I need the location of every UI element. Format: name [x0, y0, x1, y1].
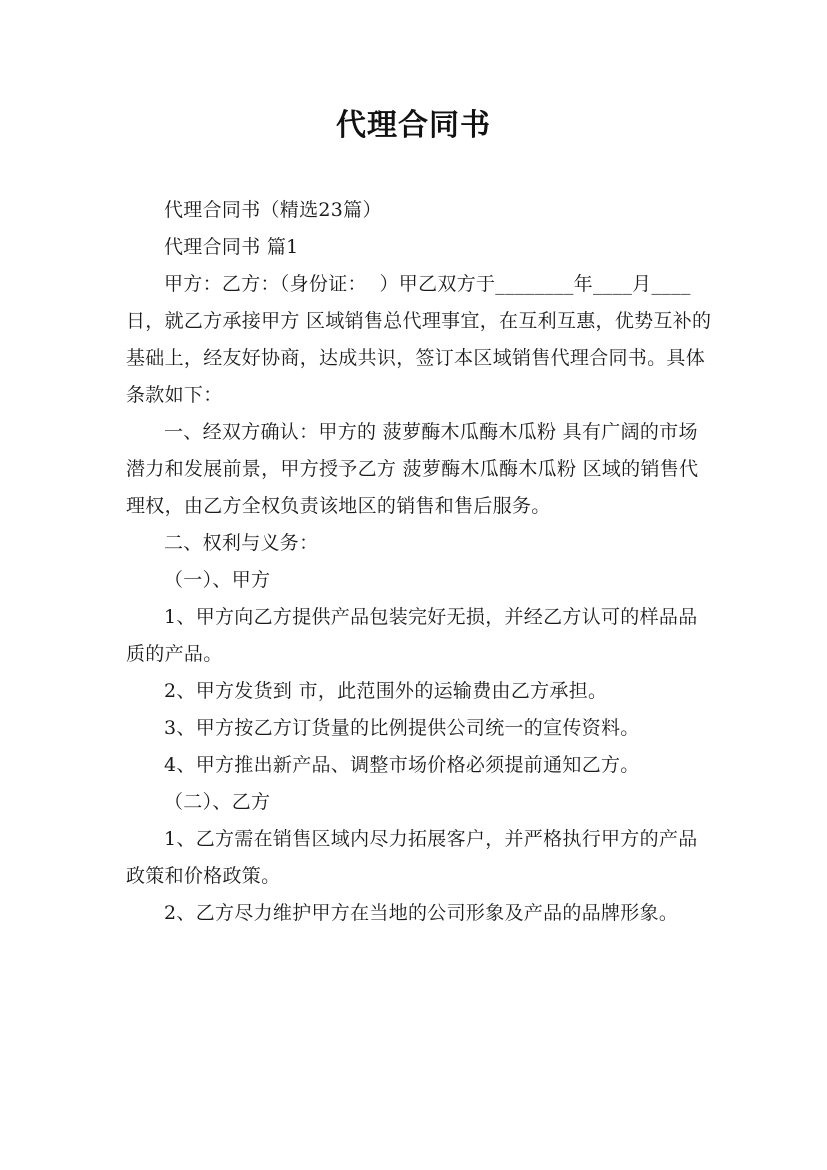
paragraph-clause-1: 一、经双方确认：甲方的 菠萝酶木瓜酶木瓜粉 具有广阔的市场潜力和发展前景，甲方授予乙方 菠萝酶木瓜酶木瓜粉 区域的销售代理权，由乙方全权负责该地区的销售和售后服务。 — [126, 421, 699, 517]
paragraph-chapter-heading: 代理合同书 篇1 — [164, 236, 299, 258]
paragraph-party-a-item-3: 3、甲方按乙方订货量的比例提供公司统一的宣传资料。 — [164, 717, 640, 739]
document-body — [126, 192, 716, 932]
paragraph-party-b-item-2: 2、乙方尽力维护甲方在当地的公司形象及产品的品牌形象。 — [164, 902, 679, 924]
paragraph-party-a-heading: （一）、甲方 — [164, 569, 271, 591]
paragraph-clause-2-heading: 二、权利与义务： — [164, 532, 319, 554]
paragraph-party-b-heading: （二）、乙方 — [164, 791, 271, 813]
paragraph-parties: 甲方：乙方：（身份证： ）甲乙双方于________年____月____日，就乙方承接甲方 区域销售总代理事宜，在互利互惠，优势互补的基础上，经友好协商，达成共识，签订本区域销售代理合同书。具体条款如下： — [126, 273, 712, 406]
paragraph-party-a-item-1: 1、甲方向乙方提供产品包装完好无损，并经乙方认可的样品品质的产品。 — [126, 606, 698, 665]
paragraph-party-a-item-4: 4、甲方推出新产品、调整市场价格必须提前通知乙方。 — [164, 754, 640, 776]
paragraph-party-b-item-1: 1、乙方需在销售区域内尽力拓展客户，并严格执行甲方的产品政策和价格政策。 — [126, 828, 698, 887]
paragraph-subtitle: 代理合同书（精选23篇） — [164, 199, 382, 221]
document-title: 代理合同书 — [336, 108, 491, 143]
paragraph-party-a-item-2: 2、甲方发货到 市，此范围外的运输费由乙方承担。 — [164, 680, 608, 702]
